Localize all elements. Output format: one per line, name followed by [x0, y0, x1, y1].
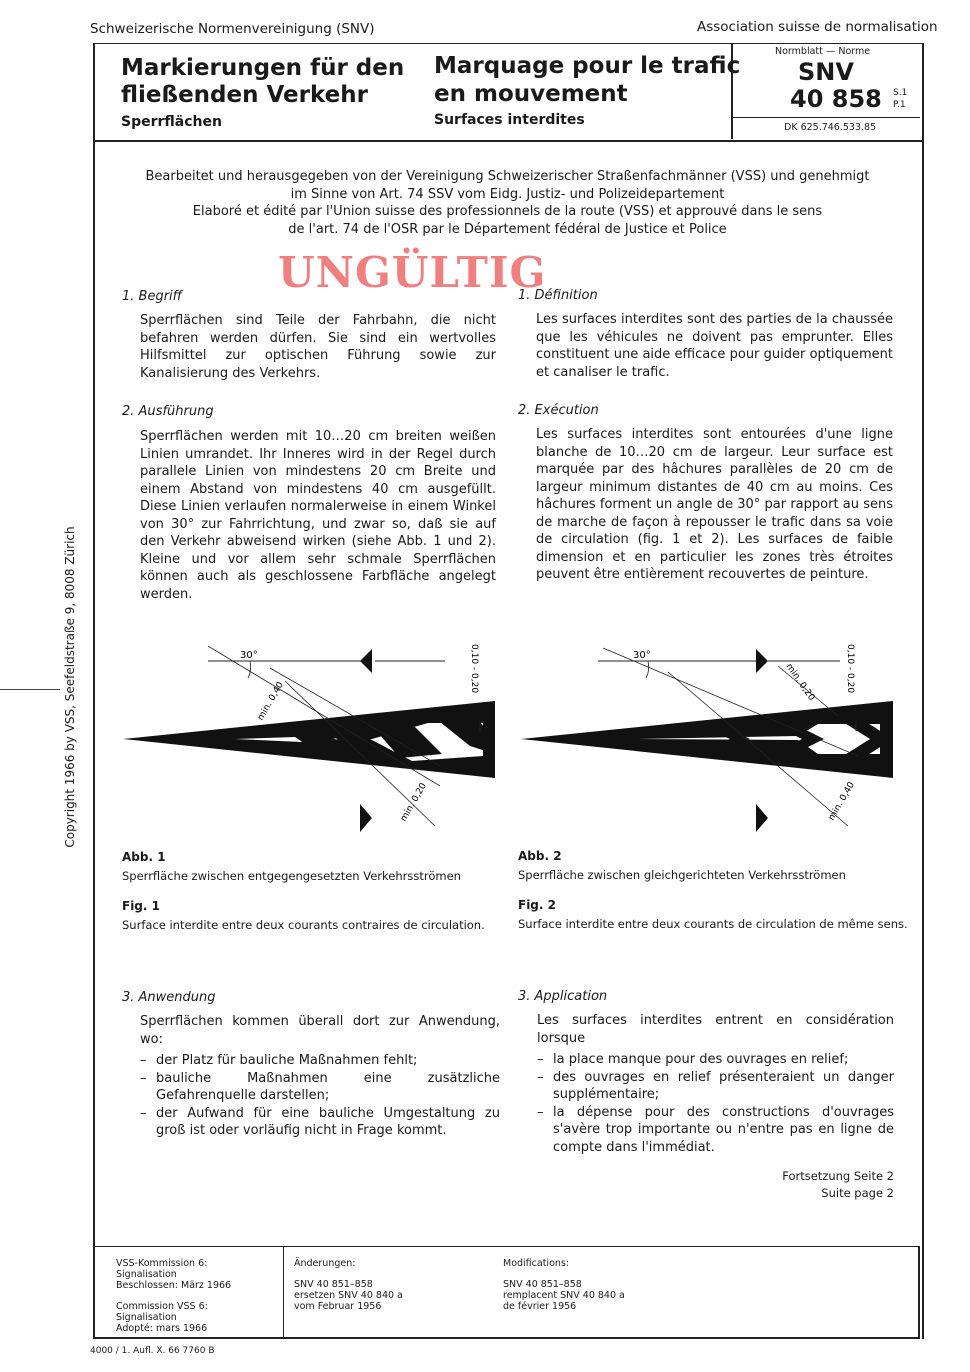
title-de-2: fließenden Verkehr	[121, 82, 368, 108]
title-fr-1: Marquage pour le trafic	[434, 53, 741, 79]
title-fr-2: en mouvement	[434, 81, 628, 107]
angle-label: 30°	[240, 650, 258, 661]
footer-signalisation-de: Signalisation	[116, 1269, 177, 1280]
section-3-list-fr	[537, 1051, 894, 1156]
section-3-fr	[537, 1012, 894, 1156]
list-item: – des ouvrages en relief présenteraient un danger supplémentaire;	[537, 1069, 894, 1104]
direction-arrow-2	[360, 804, 372, 832]
footer-changes-line-1: SNV 40 851–858	[294, 1279, 373, 1290]
dk-number: DK 625.746.533.85	[784, 122, 877, 133]
angle-arc	[646, 661, 649, 678]
fig2-caption-fr: Surface interdite entre deux courants de circulation de même sens.	[518, 917, 908, 931]
continuation-de: Fortsetzung Seite 2	[782, 1169, 894, 1183]
org-name-fr: Association suisse de normalisation	[697, 19, 938, 35]
footer-col-2	[294, 1258, 403, 1312]
subtitle-de: Sperrflächen	[121, 114, 222, 130]
footer-col-3	[503, 1258, 625, 1312]
dk-divider	[733, 117, 920, 118]
invalid-stamp: UNGÜLTIG	[278, 248, 547, 297]
footer-adopted-fr: Adopté: mars 1966	[116, 1323, 208, 1334]
list-item: – bauliche Maßnahmen eine zusätzliche Gefahrenquelle darstellen;	[140, 1070, 500, 1105]
list-item: – der Platz für bauliche Maßnahmen fehlt;	[140, 1052, 500, 1070]
footer-changes-line-2: ersetzen SNV 40 840 a	[294, 1290, 403, 1301]
intro-line-1: Bearbeitet und herausgegeben von der Vereinigung Schweizerischer Straßenfachmänner (VSS) und genehmigt	[145, 169, 870, 184]
fig1-caption-de: Sperrfläche zwischen entgegengesetzten Verkehrsströmen	[122, 869, 461, 883]
section-1-text-fr: Les surfaces interdites sont des parties de la chaussée que les véhicules ne doivent pas emprunter. Elles constituent une aide efficace pour guider optiquement et canaliser le trafic.	[536, 312, 893, 380]
footer-commission-de: VSS-Kommission 6:	[116, 1258, 208, 1269]
subtitle-fr: Surfaces interdites	[434, 112, 585, 128]
list-item: – la dépense pour des constructions d'ouvrages s'avère trop importante ou n'entre pas en ligne de compte dans l'immédiat.	[537, 1104, 894, 1157]
section-2-text-fr: Les surfaces interdites sont entourées d'une ligne blanche de 10…20 cm de largeur. Leur surface est marquée par des hâchures parallèles de 20 cm de largeur minimum distantes de 40 cm au moins. Ces hâchures forment un angle de 30° par rapport au sens de marche de façon à repousser le trafic dans sa voie de circulation (fig. 1 et 2). Les surfaces de faible dimension et en particulier les zones très étroites peuvent être entièrement recouvertes de peinture.	[536, 427, 893, 582]
snv-label: SNV	[798, 58, 854, 86]
direction-arrow	[360, 649, 372, 673]
intro-block	[100, 168, 915, 238]
section-1-heading-fr: 1. Définition	[518, 288, 598, 303]
dim-min40-label: min. 0,40	[255, 680, 286, 723]
page-fr: P.1	[893, 100, 906, 110]
section-3-intro-fr: Les surfaces interdites entrent en considération lorsque	[537, 1013, 894, 1046]
print-code: 4000 / 1. Aufl. X. 66 7760 B	[90, 1346, 215, 1356]
direction-arrow-2	[756, 804, 768, 832]
continuation-fr: Suite page 2	[821, 1186, 894, 1200]
figure-1-diagram	[120, 636, 505, 841]
footer-modifications-heading: Modifications:	[503, 1258, 570, 1269]
section-3-heading-fr: 3. Application	[518, 989, 608, 1004]
footer-modifications-line-3: de février 1956	[503, 1301, 577, 1312]
intro-line-3: Elaboré et édité par l'Union suisse des professionnels de la route (VSS) et approuvé dans le sens	[192, 204, 823, 219]
footer-modifications-line-2: remplacent SNV 40 840 a	[503, 1290, 625, 1301]
intro-line-4: de l'art. 74 de l'OSR par le Département fédéral de Justice et Police	[288, 221, 727, 237]
section-3-de	[140, 1013, 500, 1140]
org-name-de: Schweizerische Normenvereinigung (SNV)	[90, 21, 375, 37]
angle-arc	[248, 661, 251, 678]
fig2-abb: Abb. 2	[518, 849, 562, 863]
footer-signalisation-fr: Signalisation	[116, 1312, 177, 1323]
title-de-1: Markierungen für den	[121, 55, 405, 81]
copyright-vertical: Copyright 1966 by VSS, Seefeldstraße 9, 8008 Zürich	[63, 526, 77, 848]
norm-number: 40 858	[790, 85, 882, 113]
section-1-heading-de: 1. Begriff	[122, 289, 183, 304]
fig1-caption-fr: Surface interdite entre deux courants contraires de circulation.	[122, 918, 485, 932]
section-3-intro-de: Sperrflächen kommen überall dort zur Anwendung, wo:	[140, 1014, 500, 1047]
section-1-text-de: Sperrflächen sind Teile der Fahrbahn, die nicht befahren werden dürfen. Sie sind ein wertvolles Hilfsmittel zur optischen Führung sowie zur Kanalisierung des Verkehrs.	[140, 313, 496, 381]
section-2-heading-fr: 2. Exécution	[518, 403, 599, 418]
section-2-heading-de: 2. Ausführung	[122, 404, 214, 419]
normblatt-label: Normblatt — Norme	[775, 46, 871, 57]
dim-range-label: 0,10 - 0,20	[845, 644, 855, 694]
intro-line-2: im Sinne von Art. 74 SSV vom Eidg. Justiz- und Polizeidepartement	[290, 186, 725, 202]
figure-2-diagram	[518, 636, 898, 841]
section-3-list-de	[140, 1052, 500, 1140]
fig2-fig: Fig. 2	[518, 898, 556, 912]
footer-modifications-line-1: SNV 40 851–858	[503, 1279, 582, 1290]
direction-arrow	[756, 649, 768, 673]
footer-decided-de: Beschlossen: März 1966	[116, 1280, 232, 1291]
footer-divider	[283, 1246, 284, 1339]
fig1-fig: Fig. 1	[122, 899, 160, 913]
fig2-caption-de: Sperrfläche zwischen gleichgerichteten Verkehrsströmen	[518, 868, 846, 882]
margin-mark	[0, 689, 60, 690]
footer-changes-heading: Änderungen:	[294, 1258, 356, 1269]
dim-min20-label: min. 0,20	[783, 661, 817, 703]
list-item: – la place manque pour des ouvrages en relief;	[537, 1051, 894, 1069]
page-de: S.1	[893, 88, 908, 98]
dim-range-label: 0,10 - 0,20	[469, 644, 479, 694]
dim-min40-label: min. 0,40	[826, 780, 857, 823]
list-item: – der Aufwand für eine bauliche Umgestaltung zu groß ist oder vorläufig nicht in Frage kommt.	[140, 1105, 500, 1140]
footer-changes-line-3: vom Februar 1956	[294, 1301, 382, 1312]
footer-commission-fr: Commission VSS 6:	[116, 1301, 208, 1312]
section-3-heading-de: 3. Anwendung	[122, 990, 216, 1005]
angle-label: 30°	[633, 650, 651, 661]
footer-col-1	[116, 1258, 231, 1334]
section-2-text-de: Sperrflächen werden mit 10…20 cm breiten weißen Linien umrandet. Ihr Inneres wird in der Regel durch parallele Linien von mindestens 20 cm Breite und einem Abstand von mindestens 40 cm ausgefüllt. Diese Linien verlaufen normalerweise in einem Winkel von 30° zur Fahrrichtung, und zwar so, daß sie auf den Verkehr abweisend wirken (siehe Abb. 1 und 2). Kleine und vor allem sehr schmale Sperrflächen können auch als geschlossene Farbfläche angelegt werden.	[140, 429, 496, 602]
dim-min20-label: min. 0,20	[398, 781, 429, 824]
fig1-abb: Abb. 1	[122, 850, 166, 864]
